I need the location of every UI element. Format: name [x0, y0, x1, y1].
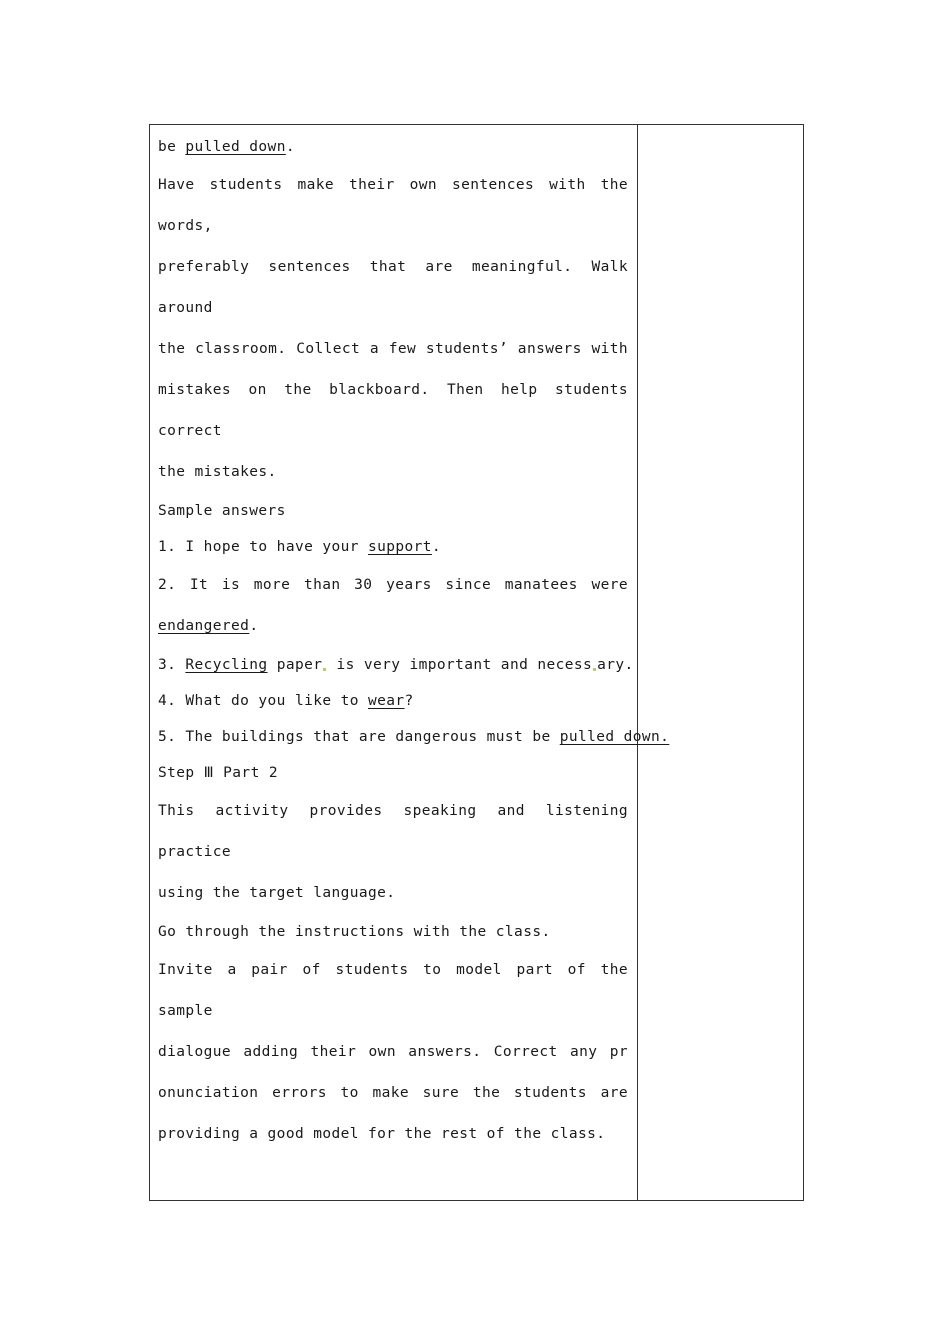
lesson-table: [149, 124, 804, 1201]
sample-answers-heading: Sample answers: [158, 503, 286, 519]
sample-answer-1: 1. I hope to have your support.: [158, 539, 442, 555]
sample-answer-5: 5. The buildings that are dangerous must be pulled down.: [158, 729, 670, 745]
edit-mark: [593, 668, 596, 671]
para1-line3: the classroom. Collect a few students’ answers with: [158, 341, 628, 357]
para2-line1: This activity provides speaking and listening practice: [158, 803, 628, 860]
notes-cell: [638, 125, 803, 1200]
para4-line4: providing a good model for the rest of the class.: [158, 1126, 606, 1142]
para1-line4: mistakes on the blackboard. Then help students correct: [158, 382, 628, 439]
sample-answer-2-line2: endangered.: [158, 618, 259, 634]
para1-line1: Have students make their own sentences with the words,: [158, 177, 628, 234]
para4-line2: dialogue adding their own answers. Correct any pr: [158, 1044, 628, 1060]
edit-mark: [323, 668, 326, 671]
sample-answer-4: 4. What do you like to wear?: [158, 693, 414, 709]
para3: Go through the instructions with the class.: [158, 924, 551, 940]
continued-line: be pulled down.: [158, 139, 295, 155]
para2-line2: using the target language.: [158, 885, 396, 901]
para4-line3: onunciation errors to make sure the students are: [158, 1085, 628, 1101]
para1-line5: the mistakes.: [158, 464, 277, 480]
para1-line2: preferably sentences that are meaningful. Walk around: [158, 259, 628, 316]
sample-answer-2-line1: 2. It is more than 30 years since manatees were: [158, 577, 628, 593]
para4-line1: Invite a pair of students to model part of the sample: [158, 962, 628, 1019]
sample-answer-3: 3. Recycling paper is very important and necess ary.: [158, 657, 634, 673]
step-heading: Step Ⅲ Part 2: [158, 765, 278, 781]
procedure-cell: [158, 129, 670, 1155]
